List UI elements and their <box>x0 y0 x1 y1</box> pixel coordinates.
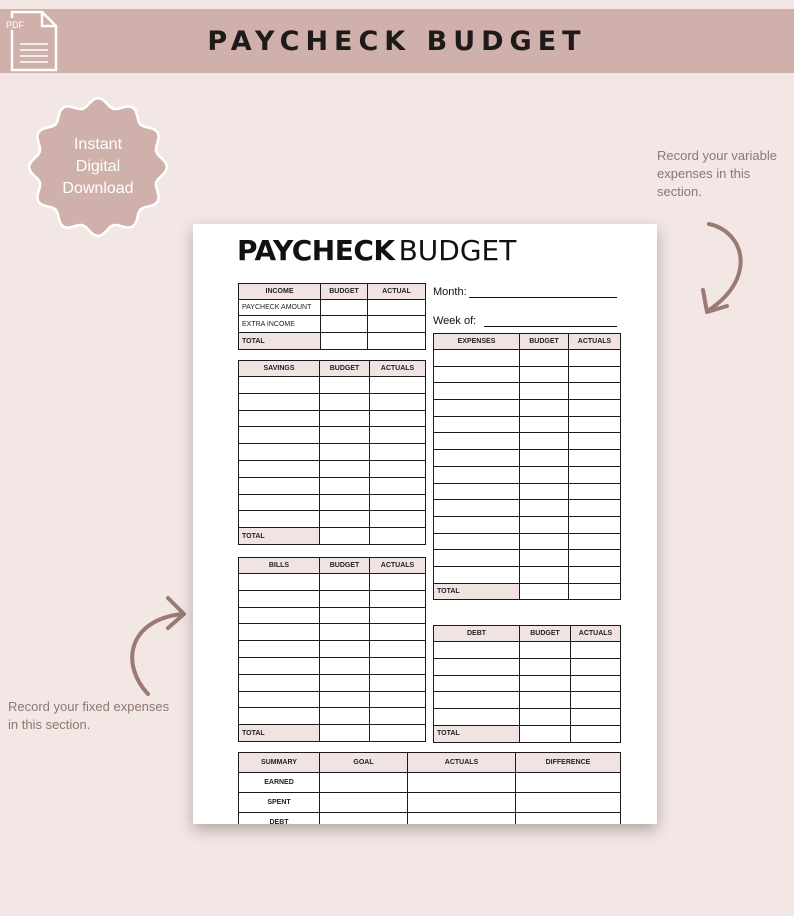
table-cell[interactable] <box>569 533 621 550</box>
table-cell[interactable] <box>520 675 571 692</box>
table-cell[interactable] <box>239 624 320 641</box>
sheet-title <box>237 234 516 268</box>
table-cell[interactable] <box>370 393 426 410</box>
table-cell[interactable] <box>520 642 571 659</box>
table-cell[interactable] <box>370 427 426 444</box>
table-cell[interactable] <box>239 674 320 691</box>
table-cell[interactable] <box>571 658 621 675</box>
table-cell[interactable] <box>320 691 370 708</box>
table-row <box>434 416 621 433</box>
table-cell[interactable] <box>520 658 571 675</box>
table-cell[interactable] <box>370 574 426 591</box>
table-row <box>434 400 621 417</box>
table-cell[interactable] <box>321 300 368 316</box>
table-cell[interactable] <box>408 793 516 813</box>
table-cell[interactable] <box>569 466 621 483</box>
table-cell[interactable] <box>320 574 370 591</box>
actuals-header: ACTUALS <box>569 334 621 350</box>
table-cell[interactable] <box>434 416 520 433</box>
fixed-expenses-note <box>8 698 188 734</box>
table-row <box>434 483 621 500</box>
table-cell[interactable] <box>320 494 370 511</box>
table-row <box>239 460 426 477</box>
table-cell[interactable] <box>370 377 426 394</box>
badge-line: Download <box>62 180 134 197</box>
budget-sheet <box>193 224 657 824</box>
week-field[interactable] <box>433 315 617 327</box>
table-cell[interactable] <box>320 793 408 813</box>
table-cell[interactable] <box>320 460 370 477</box>
banner-title: PAYCHECK BUDGET <box>207 25 587 57</box>
table-cell[interactable] <box>434 709 520 726</box>
table-cell[interactable] <box>239 427 320 444</box>
actuals-header: ACTUALS <box>370 558 426 574</box>
note-line: section. <box>657 184 702 199</box>
total-label: TOTAL <box>434 583 520 600</box>
table-cell[interactable] <box>520 400 569 417</box>
table-cell[interactable] <box>571 675 621 692</box>
table-cell[interactable] <box>520 383 569 400</box>
table-cell[interactable] <box>520 566 569 583</box>
table-cell[interactable] <box>239 377 320 394</box>
table-cell[interactable] <box>569 416 621 433</box>
table-row <box>434 350 621 367</box>
table-cell[interactable] <box>239 511 320 528</box>
table-cell[interactable] <box>520 433 569 450</box>
table-cell[interactable] <box>434 450 520 467</box>
table-row <box>434 642 621 659</box>
curved-arrow-icon <box>695 218 757 322</box>
table-row <box>434 366 621 383</box>
table-cell[interactable] <box>370 511 426 528</box>
badge-line: Digital <box>75 158 121 175</box>
table-cell[interactable] <box>520 709 571 726</box>
table-cell[interactable] <box>571 709 621 726</box>
table-row <box>239 657 426 674</box>
table-cell[interactable] <box>520 366 569 383</box>
expenses-table <box>433 333 621 600</box>
table-cell[interactable] <box>320 725 370 742</box>
table-cell[interactable] <box>434 500 520 517</box>
table-row <box>239 590 426 607</box>
table-cell[interactable] <box>370 477 426 494</box>
table-cell[interactable] <box>516 793 621 813</box>
table-cell[interactable] <box>434 433 520 450</box>
table-cell[interactable] <box>320 674 370 691</box>
table-row <box>434 466 621 483</box>
summary-table <box>238 752 621 824</box>
table-cell[interactable] <box>239 708 320 725</box>
table-row <box>239 393 426 410</box>
table-row <box>239 574 426 591</box>
expenses-header: EXPENSES <box>434 334 520 350</box>
table-cell[interactable] <box>434 383 520 400</box>
table-row <box>239 641 426 658</box>
month-label: Month: <box>433 286 467 298</box>
table-cell[interactable] <box>520 550 569 567</box>
goal-header: GOAL <box>320 753 408 773</box>
table-cell[interactable] <box>569 566 621 583</box>
table-cell[interactable] <box>239 657 320 674</box>
table-cell[interactable] <box>569 583 621 600</box>
table-cell[interactable] <box>320 641 370 658</box>
table-row <box>239 494 426 511</box>
table-row <box>239 708 426 725</box>
bills-table <box>238 557 426 742</box>
summary-header: SUMMARY <box>239 753 320 773</box>
table-cell[interactable] <box>370 444 426 461</box>
month-field[interactable] <box>433 286 617 298</box>
week-line[interactable] <box>484 315 617 327</box>
savings-header: SAVINGS <box>239 361 320 377</box>
table-cell[interactable] <box>370 641 426 658</box>
table-row <box>434 516 621 533</box>
difference-header: DIFFERENCE <box>516 753 621 773</box>
table-cell[interactable] <box>370 657 426 674</box>
table-cell[interactable] <box>569 516 621 533</box>
table-cell[interactable] <box>239 641 320 658</box>
table-cell[interactable] <box>434 516 520 533</box>
table-cell[interactable] <box>320 528 370 545</box>
income-table <box>238 283 426 350</box>
sheet-title-bold: PAYCHECK <box>237 234 395 267</box>
table-row <box>434 500 621 517</box>
table-cell[interactable] <box>239 444 320 461</box>
table-row <box>239 477 426 494</box>
table-cell[interactable] <box>434 566 520 583</box>
actuals-header: ACTUALS <box>408 753 516 773</box>
table-cell[interactable] <box>320 708 370 725</box>
table-row <box>239 607 426 624</box>
table-row <box>239 674 426 691</box>
actual-header: ACTUAL <box>368 284 426 300</box>
table-cell[interactable] <box>408 813 516 825</box>
table-cell[interactable] <box>434 675 520 692</box>
table-cell[interactable] <box>569 450 621 467</box>
total-label: TOTAL <box>239 528 320 545</box>
table-row <box>434 658 621 675</box>
table-cell[interactable] <box>520 416 569 433</box>
bills-header: BILLS <box>239 558 320 574</box>
table-cell[interactable] <box>434 350 520 367</box>
table-cell[interactable] <box>320 410 370 427</box>
total-label: TOTAL <box>434 725 520 742</box>
table-cell[interactable] <box>320 444 370 461</box>
pdf-file-icon <box>2 8 60 74</box>
table-cell[interactable] <box>408 773 516 793</box>
budget-header: BUDGET <box>320 361 370 377</box>
pdf-icon-label: PDF <box>6 20 24 30</box>
table-cell[interactable] <box>320 427 370 444</box>
table-cell[interactable] <box>239 574 320 591</box>
income-header: INCOME <box>239 284 321 300</box>
table-cell[interactable] <box>434 400 520 417</box>
table-cell[interactable] <box>434 366 520 383</box>
table-cell[interactable] <box>370 528 426 545</box>
summary-row-label: SPENT <box>239 793 320 813</box>
table-cell[interactable] <box>320 624 370 641</box>
table-cell[interactable] <box>520 533 569 550</box>
table-cell[interactable] <box>434 483 520 500</box>
table-cell[interactable] <box>239 590 320 607</box>
table-cell[interactable] <box>571 725 621 742</box>
table-row <box>434 533 621 550</box>
table-row <box>434 675 621 692</box>
table-cell[interactable] <box>370 624 426 641</box>
table-cell[interactable] <box>320 773 408 793</box>
table-cell[interactable] <box>569 433 621 450</box>
table-row <box>434 450 621 467</box>
table-cell[interactable] <box>569 400 621 417</box>
note-line: Record your variable <box>657 148 777 163</box>
table-cell[interactable] <box>370 691 426 708</box>
table-cell[interactable] <box>320 393 370 410</box>
table-row <box>434 550 621 567</box>
table-cell[interactable] <box>239 477 320 494</box>
table-cell[interactable] <box>320 607 370 624</box>
table-cell[interactable] <box>434 642 520 659</box>
table-cell[interactable] <box>370 460 426 477</box>
table-cell[interactable] <box>239 607 320 624</box>
table-cell[interactable] <box>321 333 368 350</box>
table-cell[interactable] <box>368 316 426 333</box>
budget-header: BUDGET <box>520 626 571 642</box>
table-cell[interactable] <box>320 590 370 607</box>
table-row <box>239 511 426 528</box>
table-cell[interactable] <box>321 316 368 333</box>
table-cell[interactable] <box>370 410 426 427</box>
actuals-header: ACTUALS <box>370 361 426 377</box>
variable-expenses-note <box>657 147 789 201</box>
budget-header: BUDGET <box>520 334 569 350</box>
income-row-label: PAYCHECK AMOUNT <box>239 300 321 316</box>
table-cell[interactable] <box>569 350 621 367</box>
table-cell[interactable] <box>434 692 520 709</box>
table-cell[interactable] <box>239 393 320 410</box>
table-row <box>434 383 621 400</box>
table-cell[interactable] <box>370 590 426 607</box>
table-cell[interactable] <box>520 583 569 600</box>
table-cell[interactable] <box>569 366 621 383</box>
table-cell[interactable] <box>239 410 320 427</box>
curved-arrow-icon <box>118 594 190 698</box>
table-cell[interactable] <box>520 692 571 709</box>
table-cell[interactable] <box>320 477 370 494</box>
week-label: Week of: <box>433 315 477 327</box>
table-row <box>239 427 426 444</box>
table-cell[interactable] <box>434 533 520 550</box>
table-cell[interactable] <box>434 466 520 483</box>
badge-line: Instant <box>73 136 123 153</box>
total-label: TOTAL <box>239 333 321 350</box>
table-row <box>434 692 621 709</box>
table-cell[interactable] <box>239 460 320 477</box>
actuals-header: ACTUALS <box>571 626 621 642</box>
table-cell[interactable] <box>520 350 569 367</box>
table-cell[interactable] <box>370 607 426 624</box>
sheet-title-light: BUDGET <box>398 234 517 267</box>
header-banner <box>0 9 794 73</box>
table-cell[interactable] <box>370 708 426 725</box>
table-cell[interactable] <box>370 494 426 511</box>
table-row <box>434 709 621 726</box>
table-row <box>239 410 426 427</box>
table-cell[interactable] <box>320 657 370 674</box>
table-cell[interactable] <box>520 483 569 500</box>
table-row <box>239 691 426 708</box>
table-cell[interactable] <box>434 550 520 567</box>
table-cell[interactable] <box>569 483 621 500</box>
table-cell[interactable] <box>320 377 370 394</box>
table-cell[interactable] <box>368 333 426 350</box>
table-row <box>239 377 426 394</box>
table-cell[interactable] <box>520 725 571 742</box>
table-row <box>239 444 426 461</box>
table-cell[interactable] <box>520 450 569 467</box>
note-line: Record your fixed expenses <box>8 699 170 714</box>
income-row-label: EXTRA INCOME <box>239 316 321 333</box>
table-cell[interactable] <box>569 383 621 400</box>
table-cell[interactable] <box>569 500 621 517</box>
table-cell[interactable] <box>370 725 426 742</box>
table-row <box>434 566 621 583</box>
table-cell[interactable] <box>520 466 569 483</box>
table-cell[interactable] <box>520 500 569 517</box>
summary-row-label: DEBT <box>239 813 320 825</box>
table-cell[interactable] <box>370 674 426 691</box>
total-label: TOTAL <box>239 725 320 742</box>
table-cell[interactable] <box>516 813 621 825</box>
table-cell[interactable] <box>434 658 520 675</box>
table-cell[interactable] <box>516 773 621 793</box>
table-cell[interactable] <box>571 692 621 709</box>
table-row <box>434 433 621 450</box>
budget-header: BUDGET <box>321 284 368 300</box>
debt-table <box>433 625 621 743</box>
table-cell[interactable] <box>569 550 621 567</box>
note-line: expenses in this <box>657 166 751 181</box>
month-line[interactable] <box>469 286 617 298</box>
table-cell[interactable] <box>320 813 408 825</box>
badge-text <box>28 134 168 200</box>
debt-header: DEBT <box>434 626 520 642</box>
table-cell[interactable] <box>320 511 370 528</box>
budget-header: BUDGET <box>320 558 370 574</box>
note-line: in this section. <box>8 717 91 732</box>
table-cell[interactable] <box>239 494 320 511</box>
summary-row-label: EARNED <box>239 773 320 793</box>
savings-table <box>238 360 426 545</box>
table-cell[interactable] <box>571 642 621 659</box>
table-cell[interactable] <box>368 300 426 316</box>
table-row <box>239 624 426 641</box>
table-cell[interactable] <box>520 516 569 533</box>
table-cell[interactable] <box>239 691 320 708</box>
